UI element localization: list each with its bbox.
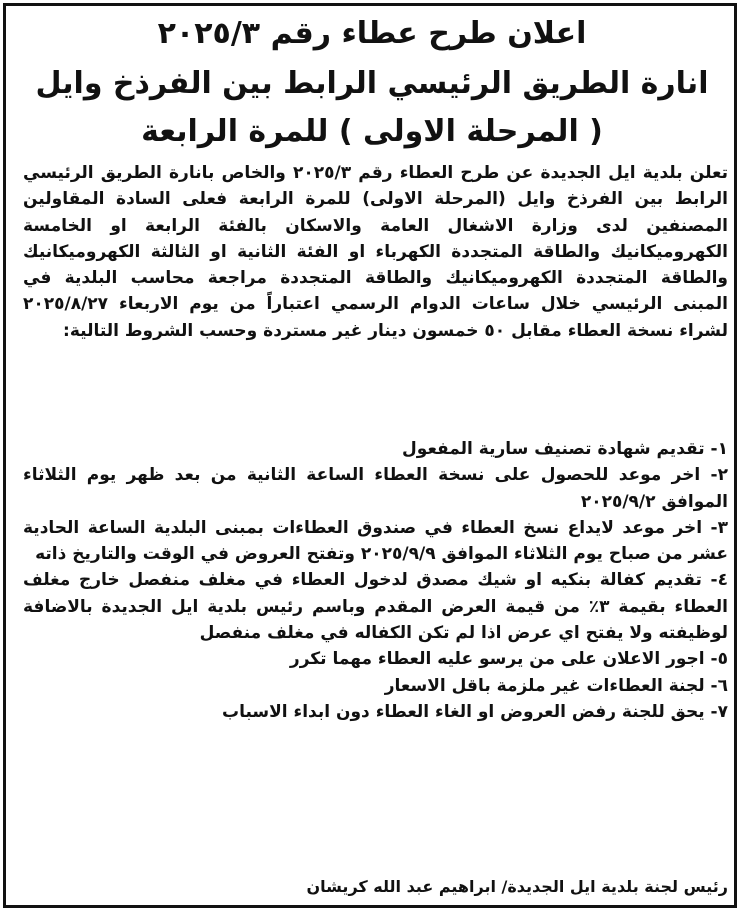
intro-paragraph: تعلن بلدية ايل الجديدة عن طرح العطاء رقم ٢٠٢٥/٣ والخاص بانارة الطريق الرئيسي الرابط بين الفرذخ وايل (المرحلة الاولى) للمرة الرابعة فعلى السادة المقاولين المصنفين لدى وزارة الاشغال العامة والاسكان بالفئة الرابعة او الخامسة الكهروميكانيك والطاقة المتجددة الكهرباء او الفئة الثانية او الثالثة الكهروميكانيك والطاقة المتجددة الكهروميكانيك والطاقة المتجددة مراجعة محاسب البلدية في المبنى الرئيسي خلال ساعات الدوام الرسمي اعتباراً من يوم الاربعاء ٢٠٢٥/٨/٢٧ لشراء نسخة العطاء مقابل ٥٠ خمسون دينار غير مستردة وحسب الشروط التالية:	[23, 163, 728, 341]
condition-item: ٢- اخر موعد للحصول على نسخة العطاء الساعة الثانية من بعد ظهر يوم الثلاثاء الموافق ٢٠٢٥/٩/٢	[23, 465, 728, 512]
condition-item: ١- تقديم شهادة تصنيف سارية المفعول	[402, 439, 728, 459]
condition-item: ٦- لجنة العطاءات غير ملزمة باقل الاسعار	[384, 675, 728, 696]
project-phase-title: ( المرحلة الاولى ) للمرة الرابعة	[141, 114, 603, 149]
condition-item: ٣- اخر موعد لايداع نسخ العطاء في صندوق العطاءات بمبنى البلدية الساعة الحادية عشر من صباح يوم الثلاثاء الموافق ٢٠٢٥/٩/٩ وتفتح العروض في الوقت والتاريخ ذاته	[23, 517, 728, 565]
announcement-intro	[23, 160, 728, 344]
condition-item: ٤- تقديم كفالة بنكيه او شيك مصدق لدخول العطاء في مغلف منفصل خارج مغلف العطاء بقيمة ٣٪ من قيمة العرض المقدم وباسم رئيس بلدية ايل الجديدة بالاضافة لوظيفته ولا يفتح اي عرض اذا لم تكن الكفاله في مغلف منفصل	[23, 570, 728, 644]
announcement-title: اعلان طرح عطاء رقم ٢٠٢٥/٣	[157, 16, 587, 51]
project-title: انارة الطريق الرئيسي الرابط بين الفرذخ وايل	[35, 66, 709, 101]
signature-line: رئيس لجنة بلدية ايل الجديدة/ ابراهيم عبد الله كريشان	[306, 877, 728, 896]
conditions-list	[23, 436, 728, 725]
condition-item: ٧- يحق للجنة رفض العروض او الغاء العطاء دون ابداء الاسباب	[221, 701, 728, 722]
condition-item: ٥- اجور الاعلان على من يرسو عليه العطاء مهما تكرر	[289, 649, 728, 670]
